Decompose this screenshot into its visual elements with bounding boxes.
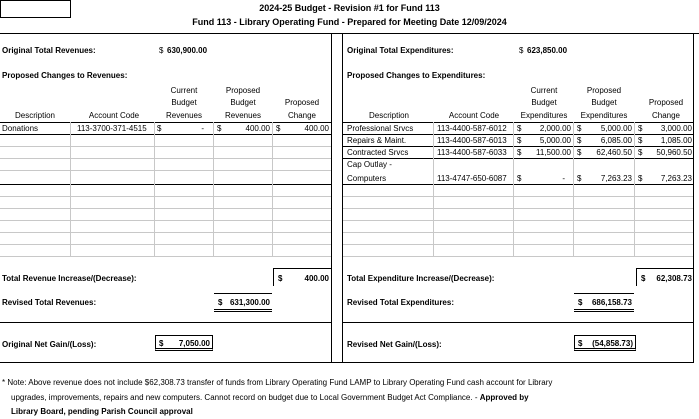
exp-row-description: Contracted Srvcs (347, 148, 409, 157)
rev-grid-col (70, 122, 71, 256)
revised-expenditures-dollar: $ (578, 298, 583, 307)
rev-row-proposed-dollar: $ (217, 124, 222, 133)
exp-row-proposed: 6,085.00 (600, 136, 632, 145)
exp-grid-col (513, 122, 514, 256)
exp-grid-line (343, 184, 693, 185)
original-revenues-dollar: $ (159, 46, 164, 55)
rev-row-current-dollar: $ (157, 124, 162, 133)
exp-grid-line (343, 158, 693, 159)
exp-row-change-dollar: $ (638, 148, 643, 157)
exp-row-change: 3,000.00 (660, 124, 692, 133)
rev-grid-col (213, 122, 214, 256)
exp-row-current: - (562, 174, 565, 183)
rev-grid-line (0, 232, 331, 233)
footnote-line-2 (11, 391, 529, 405)
exp-row-current-dollar: $ (517, 148, 522, 157)
exp-col-description: Description (368, 111, 409, 120)
rev-col-current-3: Revenues (165, 111, 203, 120)
revised-net-dollar: $ (578, 339, 583, 348)
exp-row-proposed: 7,263.23 (600, 174, 632, 183)
exp-col-change-2: Change (651, 111, 681, 120)
exp-row-proposed-dollar: $ (577, 148, 582, 157)
rev-col-change-1: Proposed (284, 98, 320, 107)
proposed-revenues-label: Proposed Changes to Revenues: (2, 71, 128, 80)
revised-net-label: Revised Net Gain/(Loss): (347, 340, 442, 349)
total-revenue-change-dollar: $ (278, 274, 283, 283)
exp-col-proposed-1: Proposed (586, 86, 622, 95)
rev-col-proposed-1: Proposed (225, 86, 261, 95)
exp-row-account-code: 113-4400-587-6012 (437, 124, 507, 133)
exp-grid-line (343, 208, 693, 209)
rev-col-proposed-3: Revenues (224, 111, 262, 120)
exp-row-current-dollar: $ (517, 174, 522, 183)
rev-grid-line (0, 220, 331, 221)
exp-row-description: Repairs & Maint. (347, 136, 407, 145)
rev-grid-line (0, 146, 331, 147)
exp-row-description: Computers (347, 174, 387, 183)
rev-row-description: Donations (2, 124, 39, 133)
exp-grid-line (343, 220, 693, 221)
exp-row-change: 50,960.50 (656, 148, 692, 157)
original-expenditures-dollar: $ (519, 46, 524, 55)
total-expenditure-box-left (636, 268, 637, 286)
exp-row-current: 2,000.00 (539, 124, 571, 133)
original-net-label: Original Net Gain/(Loss): (2, 340, 97, 349)
exp-grid-line (343, 134, 693, 135)
frame-bottom-line (0, 362, 694, 363)
revised-revenues-value: 631,300.00 (229, 298, 270, 307)
rev-row-change-dollar: $ (276, 124, 281, 133)
exp-grid-line (343, 244, 693, 245)
original-revenues-value: 630,900.00 (167, 46, 208, 55)
total-expenditure-change-dollar: $ (641, 274, 646, 283)
original-net-value: 7,050.00 (178, 339, 210, 348)
exp-row-proposed-dollar: $ (577, 124, 582, 133)
exp-col-current-1: Current (530, 86, 558, 95)
footnote-line-2-text: upgrades, improvements, repairs and new computers. Cannot record on budget due to Local Government Budget Act Compliance. - (11, 393, 480, 402)
rev-grid-line (0, 158, 331, 159)
original-expenditures-label: Original Total Expenditures: (347, 46, 454, 55)
frame-right-line (693, 33, 694, 362)
exp-row-account-code: 113-4400-587-6013 (437, 136, 507, 145)
original-revenues-label: Original Total Revenues: (2, 46, 96, 55)
exp-grid-col (433, 122, 434, 256)
exp-row-current-dollar: $ (517, 136, 522, 145)
exp-row-proposed-dollar: $ (577, 136, 582, 145)
exp-grid-col (634, 122, 635, 256)
rev-grid-line (0, 170, 331, 171)
rev-grid-line (0, 184, 331, 185)
exp-row-proposed: 5,000.00 (600, 124, 632, 133)
proposed-expenditures-label: Proposed Changes to Expenditures: (347, 71, 486, 80)
exp-row-change: 7,263.23 (660, 174, 692, 183)
rev-grid-line (0, 244, 331, 245)
exp-col-account-code: Account Code (448, 111, 500, 120)
total-expenditure-change-label: Total Expenditure Increase/(Decrease): (347, 274, 495, 283)
total-revenue-box-left (273, 268, 274, 286)
page-subtitle: Fund 113 - Library Operating Fund - Prepared for Meeting Date 12/09/2024 (192, 17, 507, 27)
exp-row-description: Cap Outlay - (347, 160, 392, 169)
exp-row-current: 11,500.00 (536, 148, 571, 157)
total-revenue-change-label: Total Revenue Increase/(Decrease): (2, 274, 137, 283)
rev-col-change-2: Change (287, 111, 317, 120)
rev-grid-col (272, 122, 273, 256)
exp-row-current-dollar: $ (517, 124, 522, 133)
exp-col-current-2: Budget (531, 98, 557, 107)
revised-expenditures-value: 686,158.73 (591, 298, 632, 307)
exp-row-current: 5,000.00 (539, 136, 571, 145)
exp-grid-col (573, 122, 574, 256)
exp-col-current-3: Expenditures (520, 111, 568, 120)
revised-revenues-dollar: $ (218, 298, 223, 307)
rev-grid-line (0, 208, 331, 209)
rev-grid-line (0, 196, 331, 197)
footnote-line-2-bold: Approved by (479, 393, 529, 402)
exp-row-proposed-dollar: $ (577, 174, 582, 183)
exp-col-proposed-2: Budget (591, 98, 617, 107)
rev-grid-col (154, 122, 155, 256)
exp-row-account-code: 113-4747-650-6087 (437, 174, 507, 183)
rev-col-proposed-2: Budget (230, 98, 256, 107)
rev-row-account-code: 113-3700-371-4515 (77, 124, 147, 133)
exp-row-account-code: 113-4400-587-6033 (437, 148, 507, 157)
exp-grid-line (343, 196, 693, 197)
exp-grid-line (343, 232, 693, 233)
rev-grid-row1-bottom (0, 134, 331, 135)
revised-revenues-label: Revised Total Revenues: (2, 298, 97, 307)
exp-row-change-dollar: $ (638, 174, 643, 183)
total-expenditure-box-top (636, 268, 693, 269)
rev-col-current-1: Current (170, 86, 198, 95)
total-revenue-change-value: 400.00 (304, 274, 329, 283)
rev-col-account-code: Account Code (88, 111, 140, 120)
rev-grid-header-bottom (0, 122, 331, 123)
exp-grid-line (343, 146, 693, 147)
frame-top-line (0, 33, 699, 34)
original-net-dollar: $ (159, 339, 164, 348)
exp-grid-header-bottom (343, 122, 693, 123)
total-revenue-box-top (273, 268, 331, 269)
rev-col-current-2: Budget (171, 98, 197, 107)
rev-row-current: - (201, 124, 204, 133)
frame-divider-left (331, 33, 332, 362)
revised-net-value: (54,858.73) (592, 339, 633, 348)
exp-grid-line (343, 256, 693, 257)
frame-divider-right (342, 33, 343, 362)
footnote-line-3: Library Board, pending Parish Council approval (11, 407, 193, 416)
original-expenditures-value: 623,850.00 (527, 46, 568, 55)
exp-col-proposed-3: Expenditures (580, 111, 628, 120)
exp-net-divider (343, 322, 693, 323)
exp-row-change: 1,085.00 (660, 136, 692, 145)
exp-row-change-dollar: $ (638, 124, 643, 133)
total-expenditure-change-value: 62,308.73 (656, 274, 692, 283)
exp-row-proposed: 62,460.50 (596, 148, 632, 157)
rev-row-proposed: 400.00 (245, 124, 270, 133)
revised-expenditures-label: Revised Total Expenditures: (347, 298, 454, 307)
footnote-line-1: * Note: Above revenue does not include $62,308.73 transfer of funds from Library Operating Fund LAMP to Library Operating Fund cash account for Library (2, 378, 553, 387)
exp-row-description: Professional Srvcs (347, 124, 414, 133)
exp-row-change-dollar: $ (638, 136, 643, 145)
rev-net-divider (0, 322, 331, 323)
page-title: 2024-25 Budget - Revision #1 for Fund 113 (259, 3, 440, 13)
rev-grid-line (0, 256, 331, 257)
exp-col-change-1: Proposed (648, 98, 684, 107)
rev-col-description: Description (14, 111, 55, 120)
rev-row-change: 400.00 (304, 124, 329, 133)
